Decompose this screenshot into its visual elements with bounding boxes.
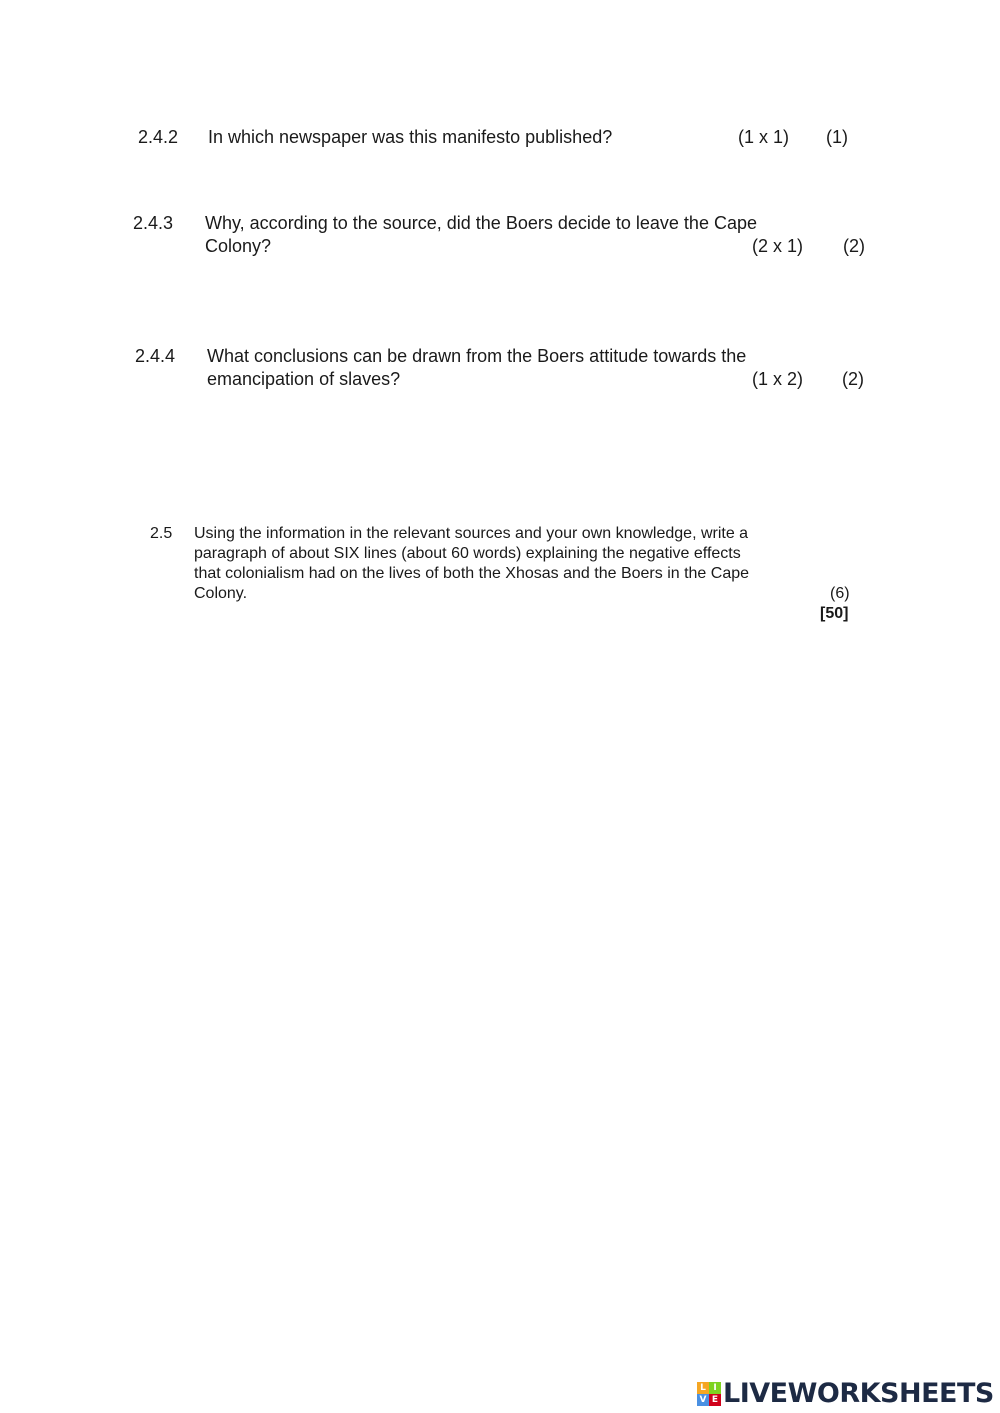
question-2-5 (150, 524, 870, 629)
question-text-line-2: paragraph of about SIX lines (about 60 words) explaining the negative effects (194, 545, 741, 562)
question-marks: (1) (826, 127, 848, 147)
mark-allocation: (1 x 2) (752, 369, 804, 389)
logo-letter-l: L (697, 1382, 709, 1394)
question-text-line-2: emancipation of slaves? (207, 369, 401, 389)
question-text-line-1: What conclusions can be drawn from the Boers attitude towards the (207, 346, 747, 366)
question-marks: (6) (830, 585, 850, 602)
question-number: 2.4.2 (138, 127, 179, 147)
logo-letter-i: I (709, 1382, 721, 1394)
question-2-4-2 (138, 126, 868, 150)
question-number: 2.4.3 (133, 213, 174, 233)
logo-letter-v: V (697, 1394, 709, 1406)
logo-grid-icon (697, 1382, 721, 1406)
logo-wordmark: LIVEWORKSHEETS (723, 1378, 994, 1409)
question-text: In which newspaper was this manifesto published? (208, 127, 613, 147)
question-2-4-3 (133, 212, 873, 260)
question-text-line-2: Colony? (205, 236, 272, 256)
logo-letter-e: E (709, 1394, 721, 1406)
question-text-line-1: Why, according to the source, did the Boers decide to leave the Cape (205, 213, 757, 233)
mark-allocation: (2 x 1) (752, 236, 804, 256)
question-text-line-4: Colony. (194, 585, 248, 602)
question-marks: (2) (843, 236, 865, 256)
mark-allocation: (1 x 1) (738, 127, 790, 147)
section-total: [50] (820, 605, 849, 622)
question-text-line-3: that colonialism had on the lives of both the Xhosas and the Boers in the Cape (194, 565, 750, 582)
question-marks: (2) (842, 369, 864, 389)
liveworksheets-logo (697, 1380, 994, 1408)
question-number: 2.4.4 (135, 346, 176, 366)
question-2-4-4 (135, 345, 875, 393)
question-number: 2.5 (150, 525, 173, 542)
question-text-line-1: Using the information in the relevant sources and your own knowledge, write a (194, 525, 749, 542)
